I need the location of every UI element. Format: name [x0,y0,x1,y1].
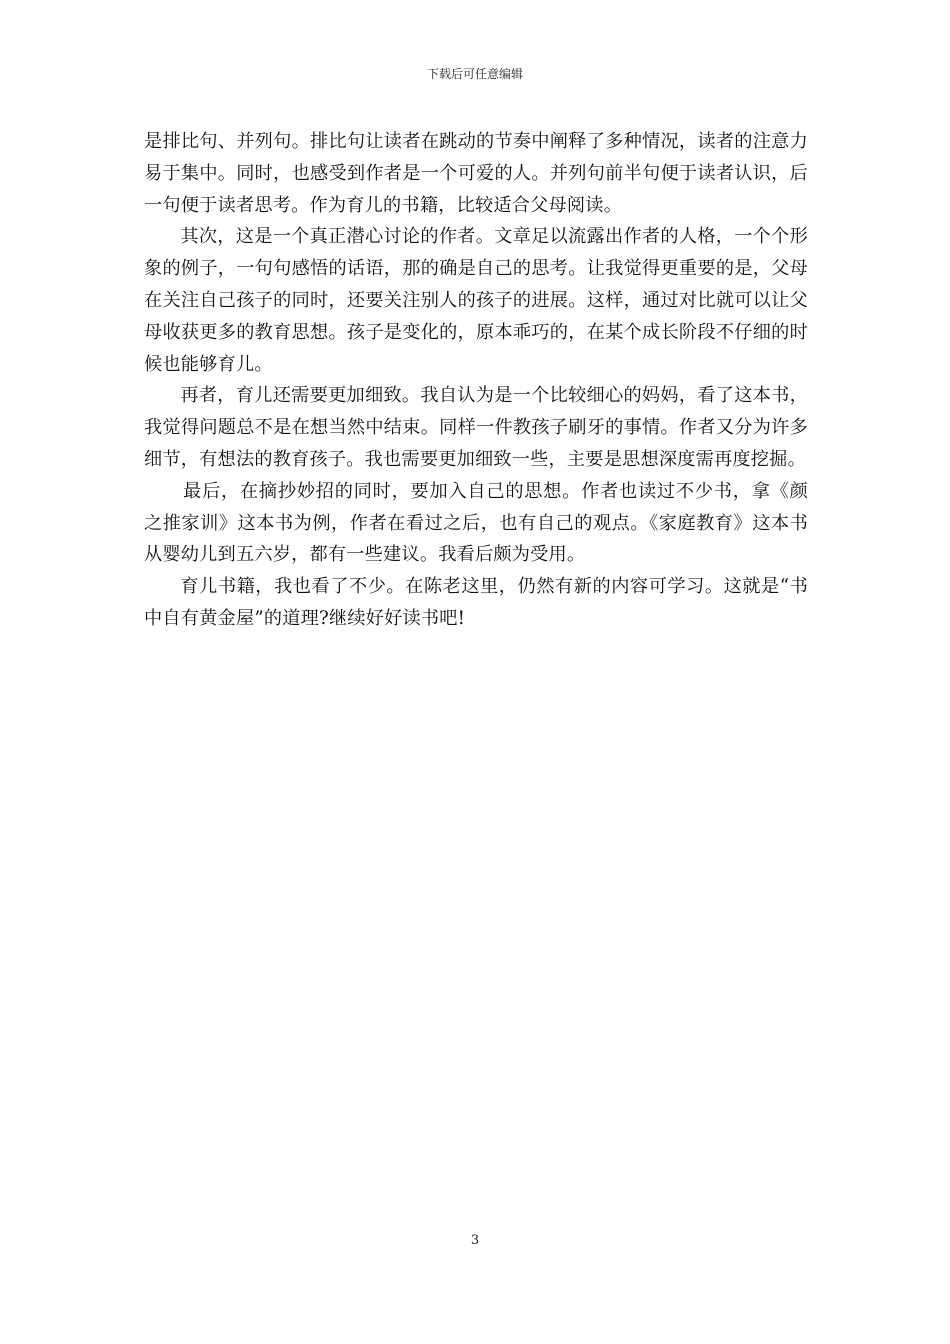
paragraph-continuation: 是排比句、并列句。排比句让读者在跳动的节奏中阐释了多种情况，读者的注意力易于集中。同时，也感受到作者是一个可爱的人。并列句前半句便于读者认识，后一句便于读者思考。作为育儿的书籍，比较适合父母阅读。 [144,131,808,216]
paragraph-furthermore: 再者，育儿还需要更加细致。我自认为是一个比较细心的妈妈，看了这本书，我觉得问题总不是在想当然中结束。同样一件教孩子刷牙的事情。作者又分为许多细节，有想法的教育孩子。我也需要更加细致一些，主要是思想深度需再度挖掘。 [144,385,808,470]
document-body [144,126,808,635]
paragraph-secondly: 其次，这是一个真正潜心讨论的作者。文章足以流露出作者的人格，一个个形象的例子，一句句感悟的话语，那的确是自己的思考。让我觉得更重要的是，父母在关注自己孩子的同时，还要关注别人的孩子的进展。这样，通过对比就可以让父母收获更多的教育思想。孩子是变化的，原本乖巧的，在某个成长阶段不仔细的时候也能够育儿。 [144,226,808,375]
paragraph-finally: 最后，在摘抄妙招的同时，要加入自己的思想。作者也读过不少书，拿《颜之推家训》这本书为例，作者在看过之后，也有自己的观点。《家庭教育》这本书从婴幼儿到五六岁，都有一些建议。我看后颇为受用。 [144,480,808,566]
paragraph-conclusion: 育儿书籍，我也看了不少。在陈老这里，仍然有新的内容可学习。这就是“书中自有黄金屋”的道理?继续好好读书吧! [144,576,808,629]
page-number: 3 [470,1233,480,1248]
page-header: 下载后可任意编辑 [426,67,523,81]
